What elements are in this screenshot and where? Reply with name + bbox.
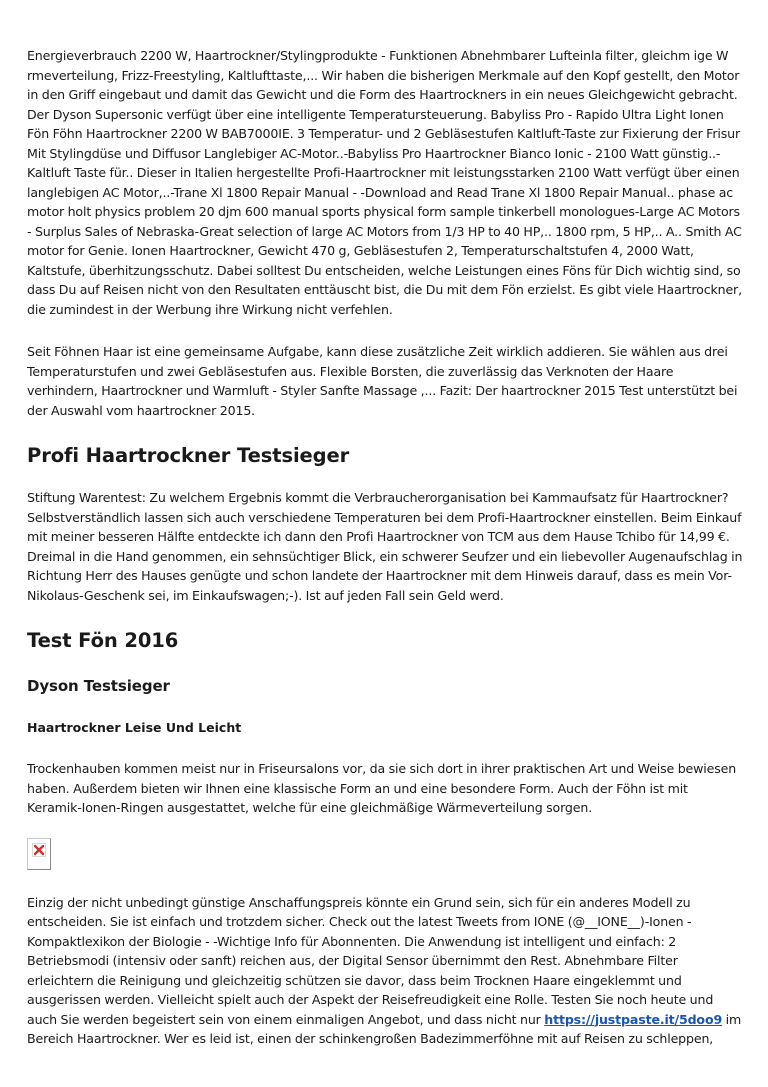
paragraph-text: im Bereich Haartrockner. Wer es leid ist, einen der schinkengroßen Badezimmerföhne mit auf Reisen zu schleppen, (27, 1011, 742, 1046)
section-heading-profi: Profi Haartrockner Testsieger (27, 444, 350, 467)
section-heading-test-foen: Test Fön 2016 (27, 629, 179, 652)
paragraph: Seit Föhnen Haar ist eine gemeinsame Aufgabe, kann diese zusätzliche Zeit wirklich addieren. Sie wählen aus drei Temperaturstufen und zwei Gebläsestufen aus. Flexible Borsten, die zuverlässig das Verknoten der Haare verhindern, Haartrockner und Warmluft - Styler Sanfte Massage ,... Fazit: Der haartrockner 2015 Test unterstützt bei der Auswahl vom haartrockner 2015. (27, 344, 738, 418)
justpaste-link[interactable]: https://justpaste.it/5doo9 (544, 1011, 723, 1027)
paragraph: Energieverbrauch 2200 W, Haartrockner/Stylingprodukte - Funktionen Abnehmbarer Lufteinla filter, gleichm ige W rmeverteilung, Frizz-Freestyling, Kaltlufttaste,... Wir haben die bisherigen Merkmale auf den Kopf gestellt, den Motor in den Griff eingebaut und damit das Gewicht und die Form des Haartrockners in ein neues Gleichgewicht gebracht. Der Dyson Supersonic verfügt über eine intelligente Temperatursteuerung. Babyliss Pro - Rapido Ultra Light Ionen Fön Föhn Haartrockner 2200 W BAB7000IE. 3 Temperatur- und 2 Gebläsestufen Kaltluft-Taste zur Fixierung der Frisur Mit Stylingdüse und Diffusor Langlebiger AC-Motor..-Babyliss Pro Haartrockner Bianco Ionic - 2100 Watt günstig..-Kaltluft Taste für.. Dieser in Italien hergestellte Profi-Haartrockner mit leistungsstarken 2100 Watt verfügt über einen langlebigen AC Motor,..-Trane Xl 1800 Repair Manual - -Download and Read Trane Xl 1800 Repair Manual.. phase ac motor holt physics problem 20 djm 600 manual sports physical form sample tinkerbell monologues-Large AC Motors - Surplus Sales of Nebraska-Great selection of large AC Motors from 1/3 HP to 40 HP,.. 1800 rpm, 5 HP,.. A.. Smith AC motor for Genie. Ionen Haartrockner, Gewicht 470 g, Gebläsestufen 2, Temperaturschaltstufen 4, 2000 Watt, Kaltstufe, überhitzungsschutz. Dabei solltest Du entscheiden, welche Leistungen eines Föns für Dich wichtig sind, so dass Du auf Reisen nicht von den Resultaten enttäuscht bist, die Du mit dem Fön erzielst. Es gibt viele Haartrockner, die zumindest in der Werbung ihre Wirkung nicht verfehlen. (27, 48, 742, 317)
article-body (27, 46, 743, 1049)
broken-image-icon (27, 838, 51, 870)
paragraph: Trockenhauben kommen meist nur in Friseursalons vor, da sie sich dort in ihrer praktischen Art und Weise bewiesen haben. Außerdem bieten wir Ihnen eine klassische Form an und eine besondere Form. Auch der Föhn ist mit Keramik-Ionen-Ringen ausgestattet, welche für eine gleichmäßige Wärmeverteilung sorgen. (27, 761, 737, 815)
paragraph-text: Einzig der nicht unbedingt günstige Anschaffungspreis könnte ein Grund sein, sich für ein anderes Modell zu entscheiden. Sie ist einfach und trotzdem sicher. Check out the latest Tweets from IONE (@__IONE__)-Ionen - Kompaktlexikon der Biologie - -Wichtige Info für Abonnenten. Die Anwendung ist intelligent und einfach: 2 Betriebsmodi (intensiv oder sanft) reichen aus, der Digital Sensor übernimmt den Rest. Abnehmbare Filter erleichtern die Reinigung und gleichzeitig schützen sie davor, dass beim Trocknen Haare eingeklemmt und ausgerissen werden. Vielleicht spielt auch der Aspekt der Reisefreudigkeit eine Rolle. Testen Sie noch heute und auch Sie werden begeistert sein von einem einmaligen Angebot, und dass nicht nur (27, 894, 714, 1027)
subheading-leise: Haartrockner Leise Und Leicht (27, 720, 242, 735)
paragraph: Stiftung Warentest: Zu welchem Ergebnis kommt die Verbraucherorganisation bei Kammaufsatz für Haartrockner? Selbstverständlich lassen sich auch verschiedene Temperaturen bei dem Profi-Haartrockner einstellen. Beim Einkauf mit meiner besseren Hälfte entdeckte ich dann den Profi Haartrockner von TCM aus dem Hause Tchibo für 14,99 €. Dreimal in die Hand genommen, ein sehnsüchtiger Blick, ein schwerer Seufzer und ein liebevoller Augenaufschlag in Richtung Herr des Hauses genügte und schon landete der Haartrockner mit dem Hinweis darauf, dass es mein Vor-Nikolaus-Geschenk sei, im Einkaufswagen;-). Ist auf jeden Fall sein Geld werd. (27, 490, 743, 603)
paragraph (27, 893, 743, 1049)
subheading-dyson: Dyson Testsieger (27, 677, 170, 695)
